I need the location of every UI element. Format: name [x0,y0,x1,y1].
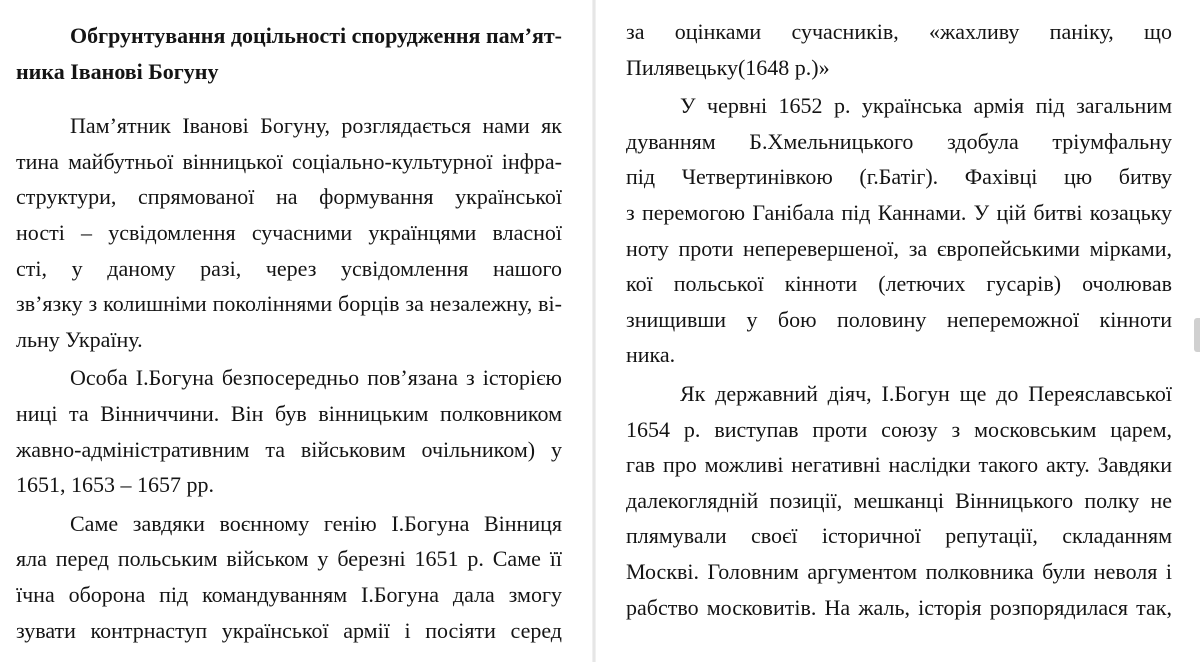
paragraph [626,88,1172,373]
text-line: їчна оборона під командуванням І.Богуна дала змогу [16,581,562,607]
text-line: Пилявецьку(1648 р.)» [626,54,830,80]
text-line: 1651, 1653 – 1657 рр. [16,472,214,498]
paragraph [626,376,1172,625]
text-line: з перемогою Ганібала під Каннами. У цій битві козацьку [626,199,1172,225]
text-line: ниці та Вінниччини. Він був вінницьким полковником [16,400,562,426]
text-line: яла перед польським військом у березні 1651 р. Саме її [16,546,562,572]
text-line: тина майбутньої вінницької соціально-культурної інфра- [16,148,562,174]
paragraph [16,108,562,357]
right-page [596,0,1200,662]
text-line: жавно-адміністративним та військовим очільником) у [16,436,562,462]
text-line: гав про можливі негативні наслідки такого акту. Завдяки [626,452,1172,478]
text-line: кої польської кінноти (летючих гусарів) очолював [626,271,1172,297]
text-line: структури, спрямованої на формування української [16,184,562,210]
text-line: У червні 1652 р. українська армія під загальним [680,93,1172,119]
text-line: сті, у даному разі, через усвідомлення нашого [16,255,562,281]
text-line: Москві. Головним аргументом полковника були неволя і [626,558,1172,584]
text-line: Як державний діяч, І.Богун ще до Переяславської [680,380,1172,406]
paragraph [16,506,562,648]
left-page [0,0,592,662]
right-column [626,14,1172,625]
text-line: ності – усвідомлення сучасними українцями власної [16,219,562,245]
text-line: дуванням Б.Хмельницького здобула тріумфальну [626,128,1172,154]
text-line: Саме завдяки воєнному генію І.Богуна Вінниця [70,510,562,536]
text-line: знищивши у бою половину непереможної кінноти [626,306,1172,332]
text-line: ноту проти неперевершеної, за європейськими мірками, [626,235,1172,261]
text-line: ника. [626,342,676,368]
text-line: рабство московитів. На жаль, історія розпорядилася так, [626,594,1172,620]
text-line: зувати контрнаступ української армії і посіяти серед [16,617,562,643]
text-line: далекоглядній позиції, мешканці Вінницького полку не [626,487,1172,513]
text-line: Особа І.Богуна безпосередньо пов’язана з історією [70,365,562,391]
heading-line: Обгрунтування доцільності спорудження пам’ят- [70,23,562,48]
text-line: під Четвертинівкою (г.Батіг). Фахівці цю битву [626,164,1172,190]
text-line: 1654 р. виступав проти союзу з московським царем, [626,416,1172,442]
heading-line: ника Іванові Богуну [16,58,219,84]
left-column [16,18,562,648]
section-heading [16,18,562,89]
text-line: плямували своєї історичної репутації, складанням [626,523,1172,549]
text-line: зв’язку з колишніми поколіннями борців за незалежну, ві- [16,291,562,317]
text-line: за оцінками сучасників, «жахливу паніку, що [626,19,1172,44]
paragraph [16,360,562,502]
page-edge-mark [1194,318,1200,352]
text-line: Пам’ятник Іванові Богуну, розглядається нами як [70,113,562,139]
paragraph [626,14,1172,85]
text-line: льну Україну. [16,326,143,352]
